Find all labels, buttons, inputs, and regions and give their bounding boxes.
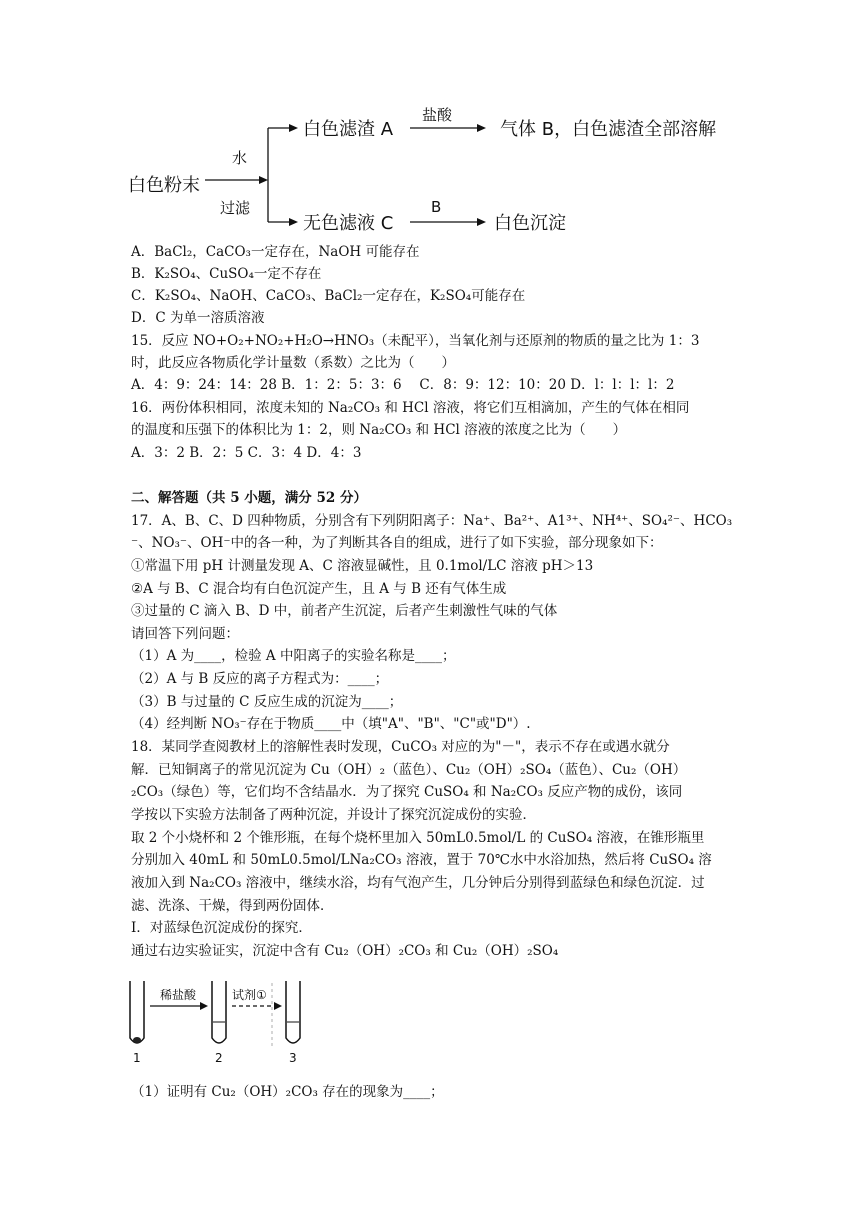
flow-bottom-node: 无色滤液 C	[303, 213, 394, 234]
test-tube-1	[130, 981, 144, 1043]
q17-sub-4: （4）经判断 NO₃⁻存在于物质____中（填"A"、"B"、"C"或"D"）.	[131, 716, 531, 732]
flow-water-label: 水	[232, 149, 248, 167]
q18-line-10: 通过右边实验证实，沉淀中含有 Cu₂（OH）₂CO₃ 和 Cu₂（OH）₂SO₄	[131, 943, 559, 959]
q18-line-8: 滤、洗涤、干燥，得到两份固体．	[131, 898, 334, 914]
q17-exp-1: ①常温下用 pH 计测量发现 A、C 溶液显碱性，且 0.1mol/LC 溶液 pH＞13	[131, 558, 594, 574]
tube-label-2: 2	[215, 1051, 223, 1065]
flow-acid-label: 盐酸	[422, 106, 453, 124]
flow-bottom-result: 白色沉淀	[494, 213, 566, 234]
q17-line-1: 17．A、B、C、D 四种物质，分别含有下列阴阳离子：Na⁺、Ba²⁺、A1³⁺、NH⁴⁺、SO₄²⁻、HCO₃	[131, 513, 733, 529]
q17-sub-3: （3）B 与过量的 C 反应生成的沉淀为____；	[131, 694, 403, 710]
q18-line-1: 18．某同学查阅教材上的溶解性表时发现，CuCO₃ 对应的为"－"，表示不存在或遇水就分	[131, 739, 670, 755]
tube-label-1: 1	[133, 1051, 141, 1065]
q15-line-2: 时，此反应各物质化学计量数（系数）之比为（ ）	[131, 355, 455, 371]
q18-sub-1: （1）证明有 Cu₂（OH）₂CO₃ 存在的现象为____；	[131, 1084, 444, 1100]
q17-sub-1: （1）A 为____，检验 A 中阳离子的实验名称是____；	[131, 648, 456, 664]
q16-line-2: 的温度和压强下的体积比为 1：2，则 Na₂CO₃ 和 HCl 溶液的浓度之比为（ ）	[131, 422, 627, 438]
tube-label-3: 3	[289, 1051, 297, 1065]
q18-line-5: 取 2 个小烧杯和 2 个锥形瓶，在每个烧杯里加入 50mL0.5mol/L 的 CuSO₄ 溶液，在锥形瓶里	[131, 830, 705, 846]
q17-line-2: ⁻、NO₃⁻、OH⁻中的各一种，为了判断其各自的组成，进行了如下实验，部分现象如下：	[131, 535, 663, 551]
q17-exp-3: ③过量的 C 滴入 B、D 中，前者产生沉淀，后者产生刺激性气味的气体	[131, 603, 558, 619]
q17-sub-2: （2）A 与 B 反应的离子方程式为：____；	[131, 671, 389, 687]
q16-line-1: 16．两份体积相同，浓度未知的 Na₂CO₃ 和 HCl 溶液，将它们互相滴加，产生的气体在相同	[131, 400, 690, 416]
flow-top-node: 白色滤渣 A	[303, 119, 394, 140]
q18-line-2: 解．已知铜离子的常见沉淀为 Cu（OH）₂（蓝色）、Cu₂（OH）₂SO₄（蓝色）、Cu₂（OH）	[131, 762, 687, 778]
q14-option-d: D．C 为单一溶质溶液	[131, 310, 265, 326]
test-tube-2	[212, 981, 226, 1043]
section-2-heading: 二、解答题（共 5 小题，满分 52 分）	[131, 490, 367, 506]
flow-top-result: 气体 B，白色滤渣全部溶解	[500, 119, 717, 140]
q17-prompt: 请回答下列问题：	[131, 626, 239, 642]
flow-filter-label: 过滤	[220, 199, 251, 217]
arrow-label-dilute-hcl: 稀盐酸	[160, 988, 197, 1002]
q15-line-1: 15．反应 NO+O₂+NO₂+H₂O→HNO₃（未配平），当氧化剂与还原剂的物质的量之比为 1：3	[131, 333, 700, 349]
q18-line-6: 分别加入 40mL 和 50mL0.5mol/LNa₂CO₃ 溶液，置于 70℃水中水浴加热，然后将 CuSO₄ 溶	[131, 852, 712, 868]
arrow-label-reagent-1: 试剂①	[232, 988, 267, 1002]
flow-b-label: B	[431, 198, 442, 216]
q18-line-3: ₂CO₃（绿色）等，它们均不含结晶水．为了探究 CuSO₄ 和 Na₂CO₃ 反应产物的成份，该同	[131, 784, 683, 800]
q18-line-9: I．对蓝绿色沉淀成份的探究．	[131, 920, 312, 936]
q18-line-4: 学按以下实验方法制备了两种沉淀，并设计了探究沉淀成份的实验．	[131, 807, 536, 823]
flow-start: 白色粉末	[128, 175, 200, 196]
q14-option-a: A．BaCl₂，CaCO₃一定存在，NaOH 可能存在	[131, 244, 420, 260]
q16-options: A．3：2 B．2：5 C．3：4 D．4：3	[131, 445, 362, 461]
q14-option-b: B．K₂SO₄、CuSO₄一定不存在	[131, 266, 322, 282]
q17-exp-2: ②A 与 B、C 混合均有白色沉淀产生，且 A 与 B 还有气体生成	[131, 581, 507, 597]
q18-line-7: 液加入到 Na₂CO₃ 溶液中，继续水浴，均有气泡产生，几分钟后分别得到蓝绿色和绿色沉淀．过	[131, 875, 705, 891]
test-tube-3	[286, 981, 300, 1043]
q15-options: A．4：9：24：14：28 B．1：2：5：3：6 C．8：9：12：10：20 D．l：l：l：l：2	[131, 377, 675, 393]
q14-option-c: C．K₂SO₄、NaOH、CaCO₃、BaCl₂一定存在，K₂SO₄可能存在	[131, 288, 526, 304]
flowchart-diagram	[0, 0, 860, 240]
